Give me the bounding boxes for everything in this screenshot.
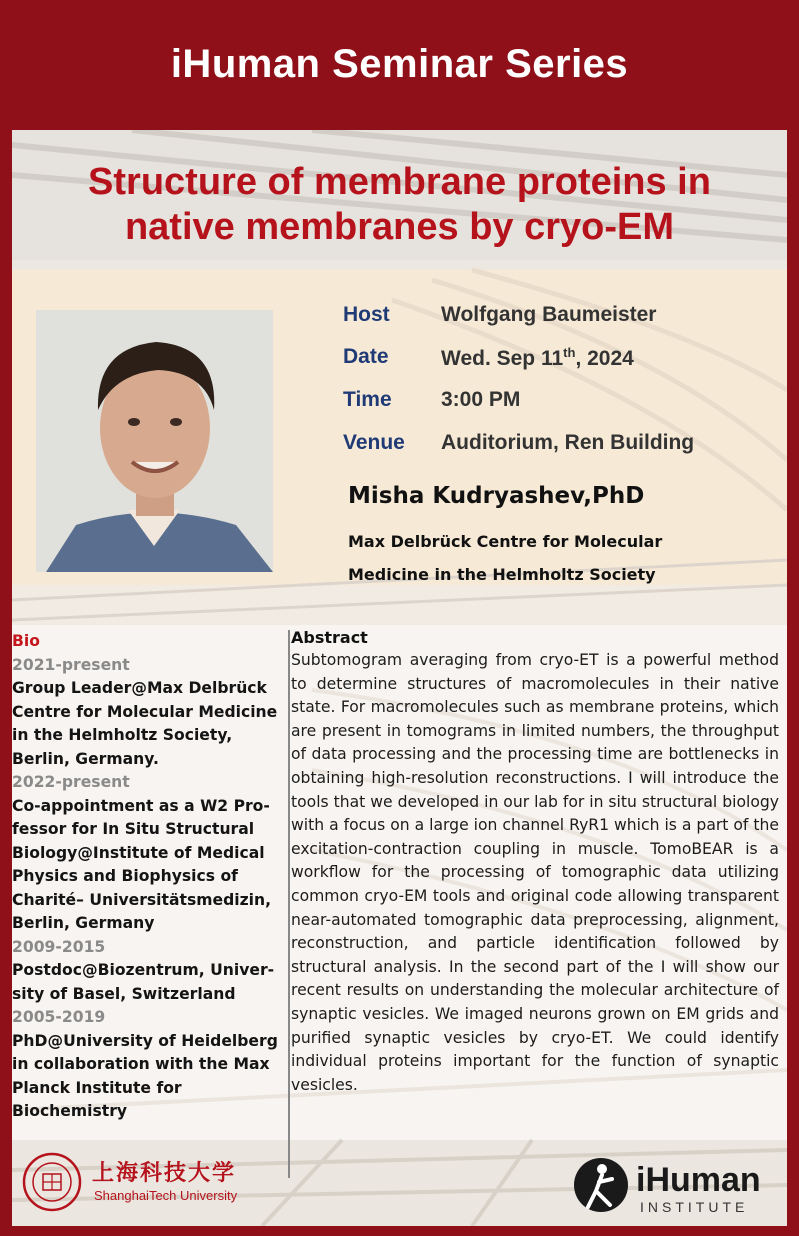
date-value [441, 345, 634, 371]
content-panel [12, 130, 787, 1226]
time-value: 3:00 PM [441, 388, 521, 411]
bio-line: Charité– Universitätsmedizin, [12, 890, 272, 909]
column-divider [288, 630, 290, 1178]
bio-line: Physics and Biophysics of [12, 867, 238, 885]
abstract-heading: Abstract [291, 628, 368, 647]
bio-period: 2009-2015 [12, 937, 106, 956]
series-title: iHuman Seminar Series [170, 42, 629, 86]
abstract-section [291, 626, 779, 1097]
header-banner [0, 0, 799, 130]
bio-line: PhD@University of Heidelberg [12, 1031, 278, 1050]
speaker-affiliation [348, 525, 768, 591]
date-ordinal-suffix: th [563, 345, 576, 360]
bio-line: Berlin, Germany [12, 914, 155, 932]
talk-title-line1: Structure of membrane proteins in [88, 161, 711, 203]
bio-heading: Bio [12, 632, 40, 650]
bio-entry [12, 771, 284, 936]
affiliation-line2: Medicine in the Helmholtz Society [348, 565, 656, 584]
shanghaitech-chinese-name: 上海科技大学 [92, 1160, 237, 1185]
talk-title [12, 160, 787, 250]
ihuman-name: iHuman [636, 1161, 761, 1199]
host-label: Host [343, 303, 390, 326]
date-year: , 2024 [575, 347, 634, 370]
bio-line: Postdoc@Biozentrum, Univer- [12, 961, 275, 979]
abstract-body: Subtomogram averaging from cryo-ET is a powerful method to determine structures of macromolecules in their native state. For macromolecules such as membrane proteins, which are present in tomograms in limited numbers, the throughput of data processing and the processing time are bottlenecks in obtaining high-resolution reconstructions. I will introduce the tools that we developed in our lab for in situ structural biology with a focus on a large ion channel RyR1 which is a part of the excitation-contraction coupling in muscle. TomoBEAR is a workflow for the processing of tomographic data utilizing common cryo-EM tools and original code allowing transparent near-automated tomographic data preprocessing, alignment, reconstruction, and particle identification followed by structural analysis. In the second part of the I will show our recent results on understanding the molecular architecture of synaptic vesicles. We imaged neurons grown on EM grids and purified synaptic vesicles by cryo-ET. We could identify individual proteins important for the function of synaptic vesicles. [291, 651, 779, 1094]
shanghaitech-logo [22, 1152, 262, 1214]
bio-line: in collaboration with the Max [12, 1055, 270, 1073]
ihuman-logo [572, 1155, 787, 1221]
bio-line: Planck Institute for [12, 1078, 182, 1097]
bio-entry [12, 654, 284, 772]
ihuman-figure-icon [572, 1155, 630, 1215]
date-day: Wed. Sep 11 [441, 347, 564, 370]
bio-line: Centre for Molecular Medicine [12, 702, 278, 721]
time-label: Time [343, 388, 392, 411]
venue-value: Auditorium, Ren Building [441, 431, 695, 454]
speaker-photo [36, 310, 273, 572]
bio-entry [12, 1006, 284, 1124]
speaker-portrait-image [36, 310, 273, 572]
bio-line: in the Helmholtz Society, [12, 726, 233, 744]
bio-line: Biochemistry [12, 1102, 128, 1120]
bio-period: 2022-present [12, 773, 130, 791]
date-label: Date [343, 345, 389, 368]
bio-line: Co-appointment as a W2 Pro- [12, 796, 270, 815]
bio-entry [12, 936, 284, 1007]
ihuman-institute-label: INSTITUTE [640, 1199, 749, 1215]
host-value: Wolfgang Baumeister [441, 303, 657, 326]
bio-section [12, 630, 284, 1124]
bio-line: fessor for In Situ Structural [12, 820, 255, 838]
venue-label: Venue [343, 431, 405, 454]
talk-title-line2: native membranes by cryo-EM [124, 206, 675, 248]
university-seal-icon [22, 1152, 82, 1212]
speaker-name: Misha Kudryashev,PhD [348, 483, 645, 509]
bio-line: Group Leader@Max Delbrück [12, 679, 267, 697]
bio-line: Biology@Institute of Medical [12, 843, 265, 862]
bio-line: Berlin, Germany. [12, 749, 159, 768]
bio-period: 2005-2019 [12, 1008, 106, 1026]
bio-period: 2021-present [12, 655, 130, 674]
shanghaitech-english-name: ShanghaiTech University [94, 1188, 238, 1203]
bio-line: sity of Basel, Switzerland [12, 984, 236, 1003]
affiliation-line1: Max Delbrück Centre for Molecular [348, 532, 663, 551]
